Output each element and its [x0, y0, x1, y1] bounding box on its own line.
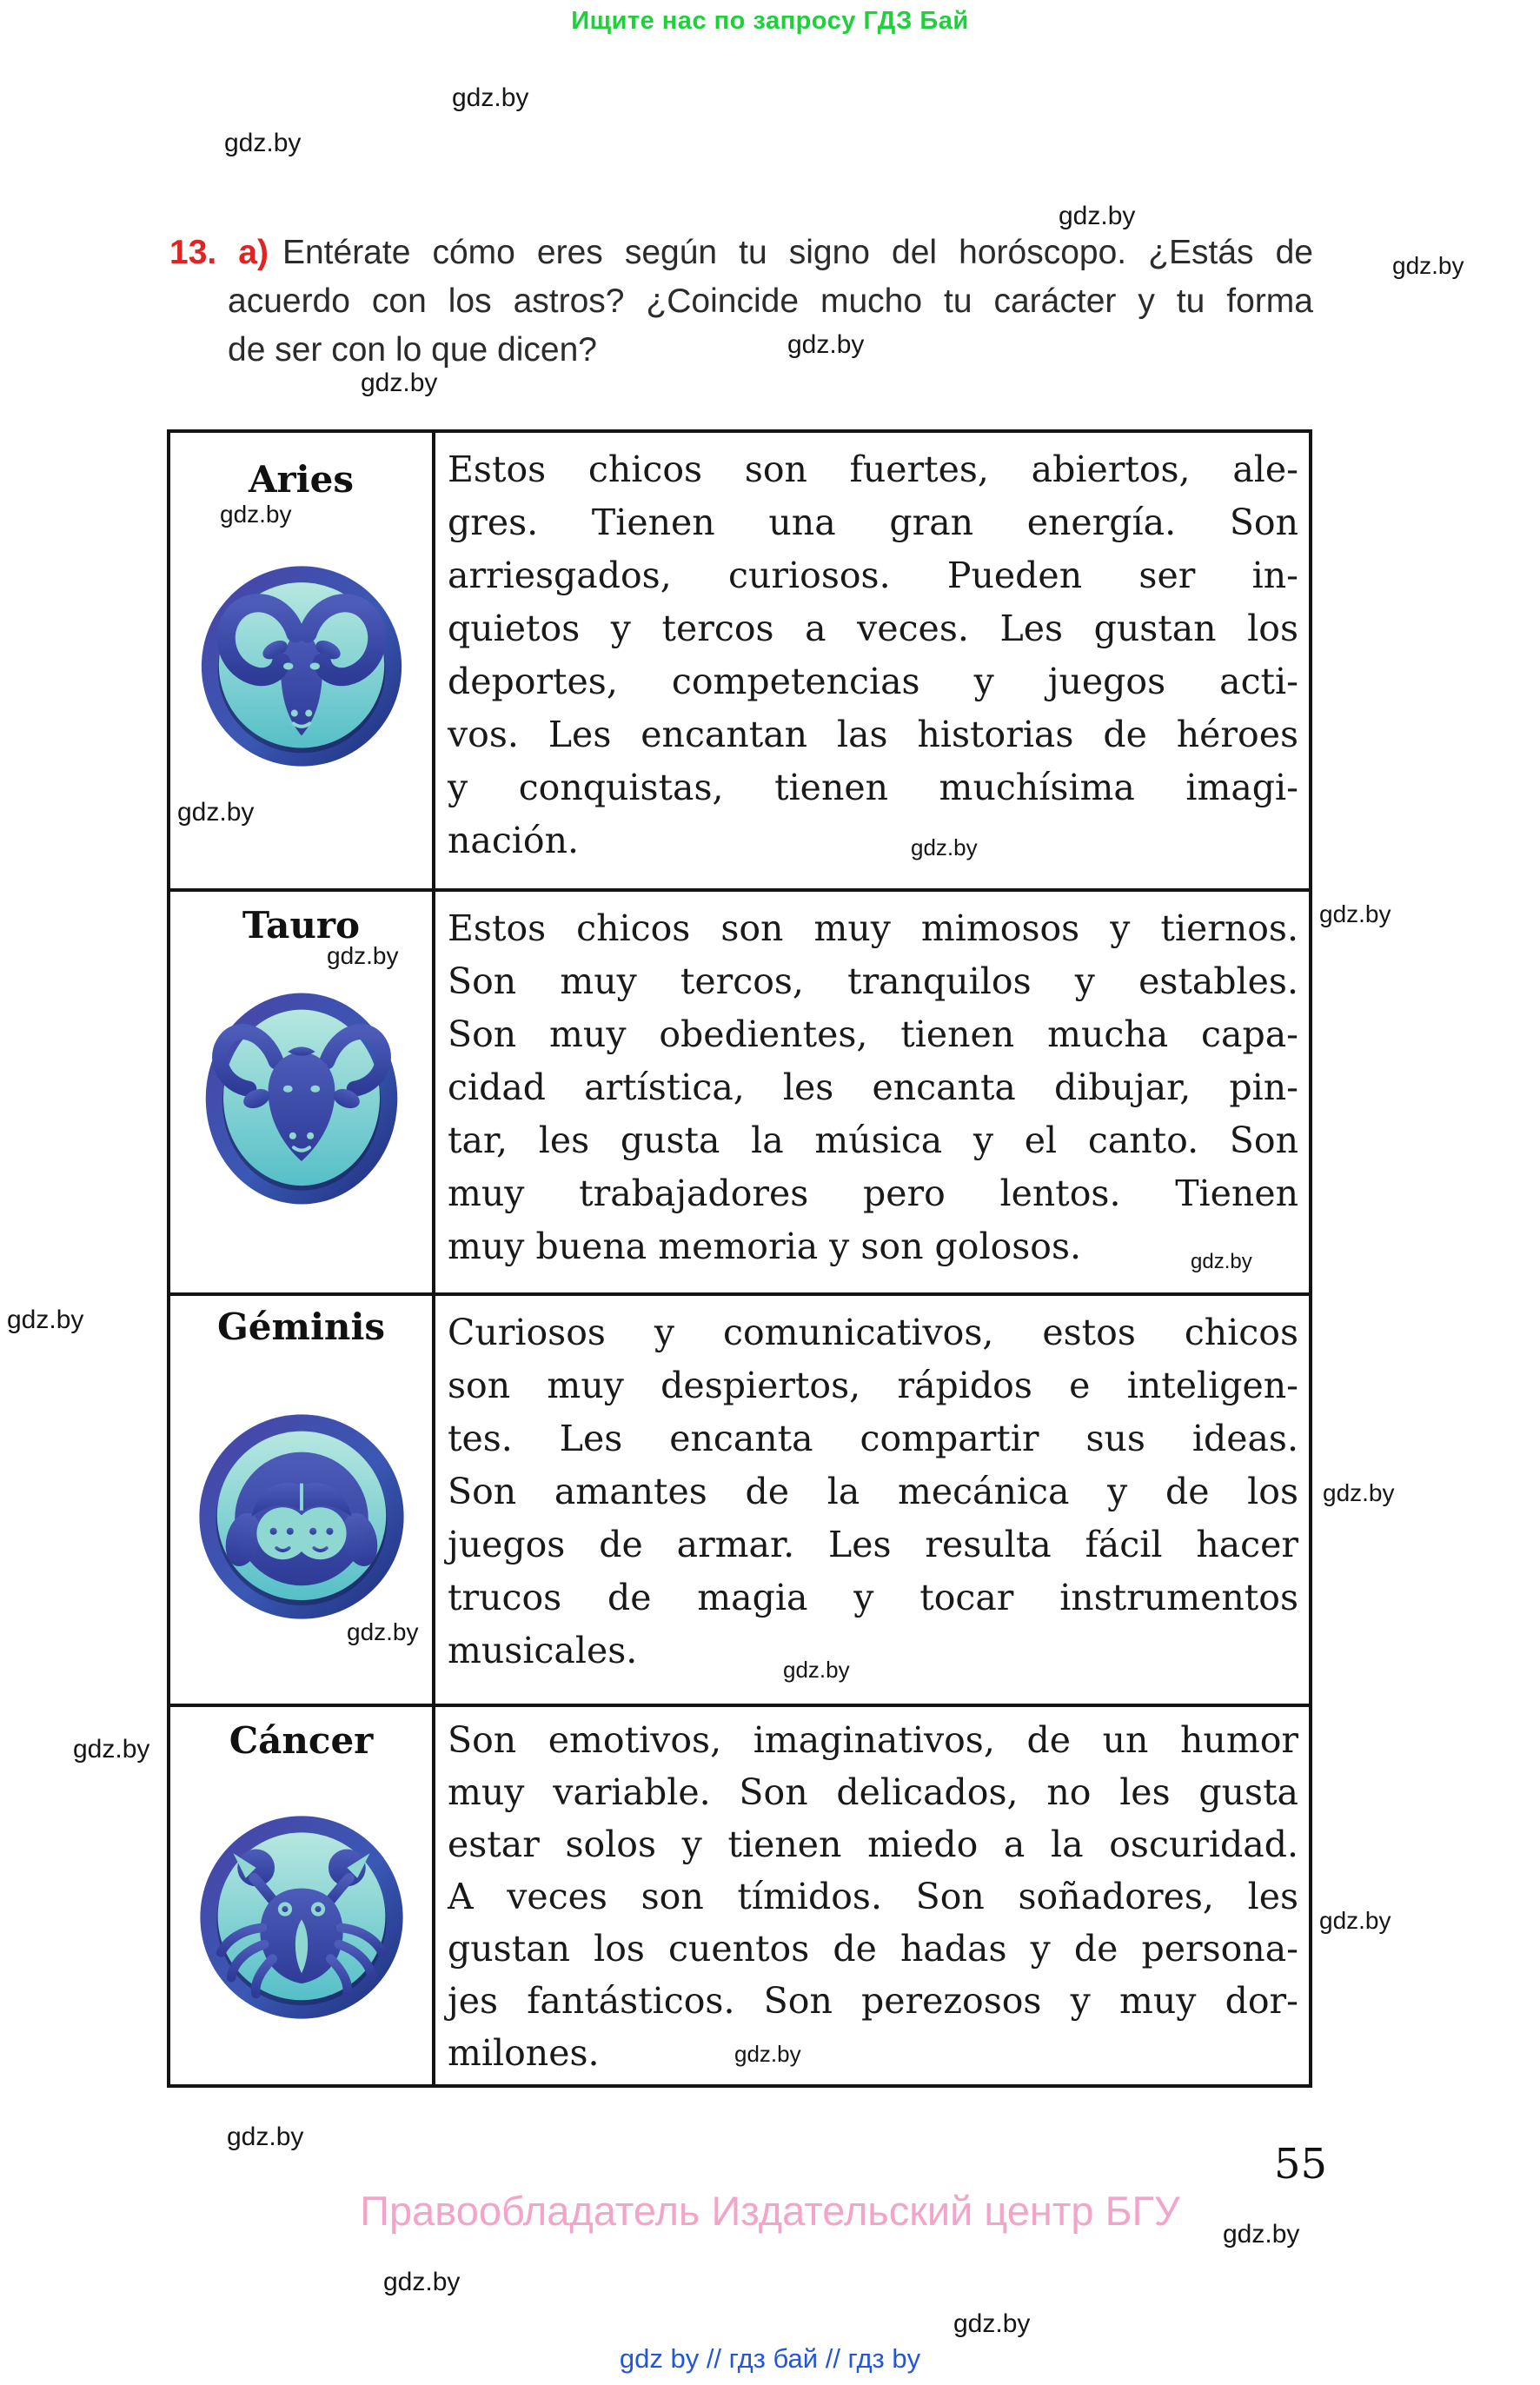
- exercise-13a: [169, 229, 1313, 375]
- description-cell-aries: [432, 433, 1309, 888]
- watermark: gdz.by: [327, 942, 399, 969]
- publisher-line: Правообладатель Издательский центр БГУ: [360, 2188, 1180, 2234]
- watermark: gdz.by: [224, 129, 302, 157]
- exercise-line: acuerdo con los astros? ¿Coincide mucho tu carácter y tu forma: [228, 282, 1313, 320]
- description-cell-tauro: [432, 888, 1309, 1292]
- sign-description: Estos chicos son fuertes, abiertos, ale- gres. Tienen una gran energía. Son arriesgados, curiosos. Pueden ser in- quietos y tercos a veces. Les gustan los deportes, competencias y juegos acti- vos. Les encantan las historias de héroes y conquistas, tienen muchísima imagi- nación.: [448, 448, 1298, 861]
- taurus-bull-icon: [203, 991, 399, 1206]
- sign-name: Tauro: [242, 904, 361, 947]
- watermark: gdz.by: [1323, 1479, 1395, 1506]
- sign-description: Son emotivos, imaginativos, de un humor muy variable. Son delicados, no les gusta estar solos y tienen miedo a la oscuridad. A veces son tímidos. Son soñadores, les gustan los cuentos de hadas y de persona- jes fantásticos. Son perezosos y muy dor- milones.: [448, 1719, 1298, 2074]
- watermark: gdz.by: [787, 330, 865, 359]
- watermark: gdz.by: [1059, 202, 1136, 230]
- page-number: 55: [1274, 2140, 1328, 2189]
- watermark: gdz.by: [953, 2309, 1031, 2338]
- sign-name: Cáncer: [229, 1719, 374, 1762]
- watermark: gdz.by: [7, 1305, 84, 1334]
- watermark: gdz.by: [227, 2123, 304, 2151]
- watermark: gdz.by: [1319, 900, 1391, 927]
- cancer-crab-icon: [198, 1814, 405, 2021]
- watermark: gdz.by: [177, 798, 255, 827]
- watermark: gdz.by: [383, 2268, 461, 2296]
- site-promo-banner: Ищите нас по запросу ГДЗ Бай: [571, 7, 969, 35]
- exercise-line: [169, 229, 1313, 277]
- footer-links: gdz by // гдз бай // гдз by: [619, 2343, 921, 2374]
- gemini-twins-icon: [197, 1412, 406, 1621]
- watermark: gdz.by: [783, 1657, 850, 1683]
- description-cell-cancer: [432, 1704, 1309, 2084]
- sign-name: Géminis: [216, 1305, 386, 1348]
- watermark: gdz.by: [347, 1618, 419, 1645]
- horoscope-table: [167, 429, 1312, 2088]
- watermark: gdz.by: [452, 83, 529, 112]
- watermark: gdz.by: [1319, 1907, 1391, 1934]
- sign-cell-cancer: [170, 1704, 432, 2084]
- watermark: gdz.by: [1392, 252, 1464, 279]
- green-gradient-decoration: [1314, 37, 1540, 242]
- watermark: gdz.by: [911, 834, 978, 860]
- aries-ram-icon: [199, 564, 403, 768]
- watermark: gdz.by: [220, 501, 292, 528]
- sign-name: Aries: [248, 458, 355, 501]
- exercise-line: de ser con lo que dicen?: [228, 331, 597, 369]
- sign-description: Estos chicos son muy mimosos y tiernos. Son muy tercos, tranquilos y estables. Son muy obedientes, tienen mucha capa- cidad artística, les encanta dibujar, pin- tar, les gusta la música y el canto. Son muy trabajadores pero lentos. Tienen muy buena memoria y son golosos.: [448, 907, 1298, 1267]
- sign-description: Curiosos y comunicativos, estos chicos son muy despiertos, rápidos e inteligen- tes. Les encanta compartir sus ideas. Son amantes de la mecánica y de los juegos de armar. Les resulta fácil hacer trucos de magia y tocar instrumentos musicales.: [448, 1312, 1298, 1671]
- watermark: gdz.by: [1191, 1250, 1252, 1273]
- exercise-number: 13. a): [169, 234, 269, 271]
- watermark: gdz.by: [734, 2041, 801, 2067]
- watermark: gdz.by: [361, 369, 438, 397]
- watermark: gdz.by: [73, 1735, 150, 1764]
- watermark: gdz.by: [1223, 2220, 1300, 2249]
- exercise-text: Entérate cómo eres según tu signo del horóscopo. ¿Estás de: [282, 234, 1314, 271]
- description-cell-geminis: [432, 1292, 1309, 1704]
